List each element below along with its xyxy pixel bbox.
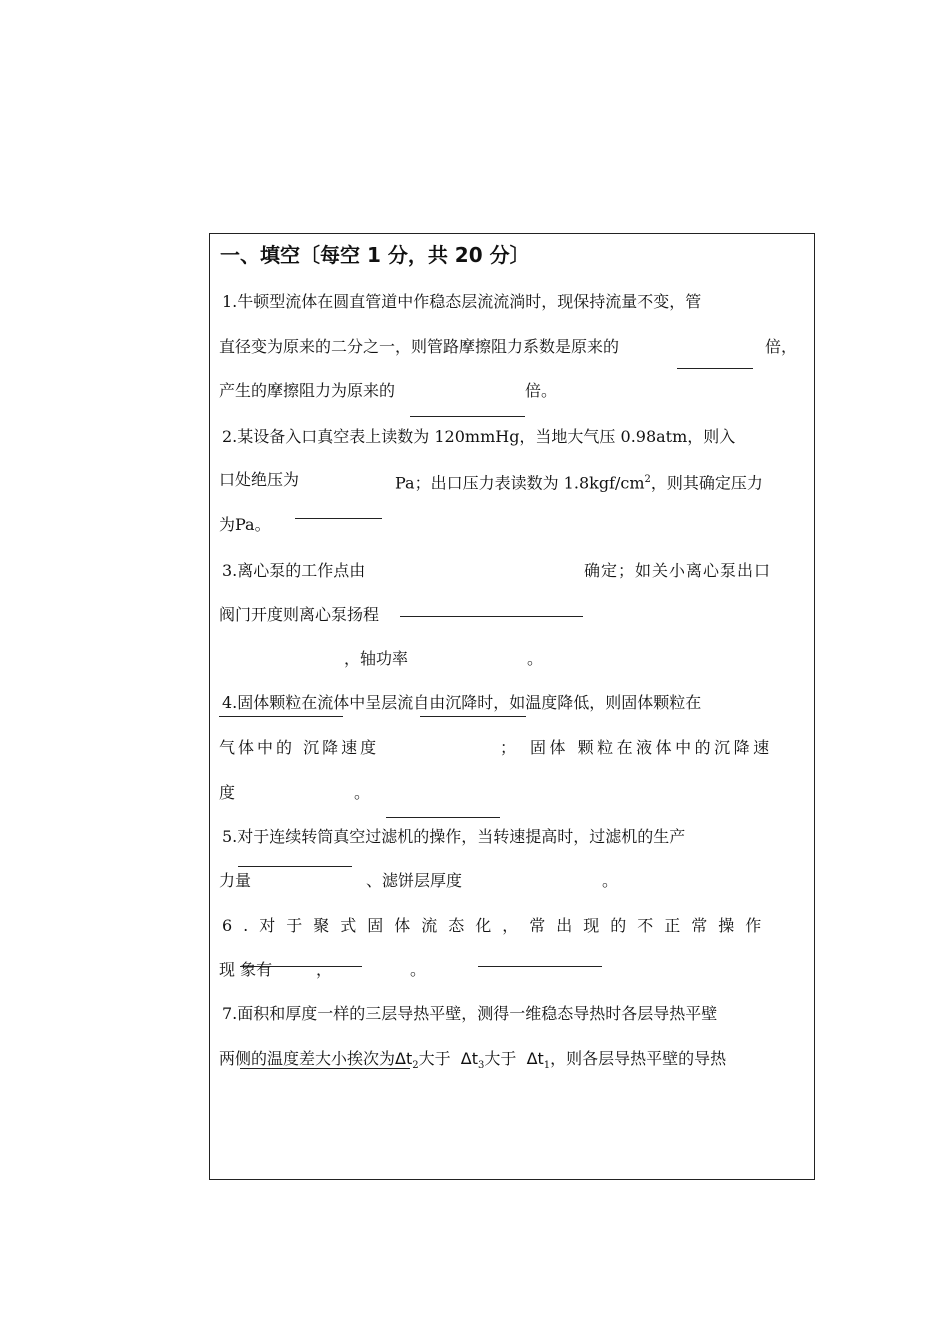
q3-line2: 阀门开度则离心泵扬程 bbox=[219, 605, 380, 624]
q4-line2-c: 固体 颗粒在液体中的沉降速 bbox=[530, 738, 773, 757]
q6-blank-1 bbox=[240, 966, 362, 967]
q7-line1: 7.面积和厚度一样的三层导热平壁，测得一维稳态导热时各层导热平壁 bbox=[222, 1004, 718, 1023]
q1-line2-b: 倍， bbox=[765, 337, 798, 356]
section-title: 一、填空〔每空 1 分，共 20 分〕 bbox=[220, 243, 530, 267]
q2-line3: 为Pa。 bbox=[219, 515, 271, 534]
q4-underline-1 bbox=[219, 716, 343, 717]
q1-line3-a: 产生的摩擦阻力为原来的 bbox=[219, 381, 396, 400]
q4-line2-b: ； bbox=[500, 738, 517, 757]
q3-line1-a: 3.离心泵的工作点由 bbox=[222, 561, 366, 580]
q1-line3-b: 倍。 bbox=[525, 381, 558, 400]
q1-blank-2 bbox=[410, 416, 525, 417]
q3-line3-a: ，轴功率 bbox=[344, 649, 409, 668]
q4-line3-a: 度 bbox=[219, 783, 236, 802]
q5-line2-b: 、滤饼层厚度 bbox=[366, 871, 463, 890]
q6-line1: 6.对于聚式固体流态化，常出现的不正常操作 bbox=[222, 916, 773, 935]
q2-line2-a: 口处绝压为 bbox=[219, 470, 300, 489]
q1-line2-a: 直径变为原来的二分之一，则管路摩擦阻力系数是原来的 bbox=[219, 337, 620, 356]
q3-line3-b: 。 bbox=[527, 649, 544, 668]
q4-line1: 4.固体颗粒在流体中呈层流自由沉降时，如温度降低，则固体颗粒在 bbox=[222, 693, 702, 712]
q5-line2-c: 。 bbox=[602, 871, 619, 890]
q2-blank-1 bbox=[295, 518, 382, 519]
q6-blank-2 bbox=[478, 966, 602, 967]
q4-blank-1 bbox=[386, 817, 500, 818]
q1-blank-1 bbox=[677, 368, 753, 369]
q3-line1-b: 确定；如关小离心泵出口 bbox=[584, 561, 772, 580]
q7-line2: 两侧的温度差大小挨次为$\Delta t_2$大于 $\Delta t_3$大于 $\Delta t_1$，则各层导热平壁的导热 bbox=[219, 1049, 727, 1072]
q2-line2-b: Pa；出口压力表读数为 $1.8kgf/cm^2$，则其确定压力 bbox=[395, 473, 763, 493]
q3-blank-1 bbox=[400, 616, 583, 617]
q4-line2-a: 气体中的 沉降速度 bbox=[219, 738, 380, 757]
q4-line3-b: 。 bbox=[354, 783, 371, 802]
q6-line2-c: 。 bbox=[410, 960, 427, 979]
q4-underline-2 bbox=[420, 716, 526, 717]
q6-line2-a: 现 象有 bbox=[219, 960, 273, 979]
q5-line2-a: 力量 bbox=[219, 871, 252, 890]
q6-line2-b: ， bbox=[316, 960, 333, 979]
q5-blank-1 bbox=[238, 866, 352, 867]
q1-line1: 1.牛顿型流体在圆直管道中作稳态层流流淌时，现保持流量不变，管 bbox=[222, 292, 702, 311]
q5-line1: 5.对于连续转筒真空过滤机的操作，当转速提高时，过滤机的生产 bbox=[222, 827, 686, 846]
q7-underline bbox=[240, 1068, 410, 1069]
q2-line1: 2.某设备入口真空表上读数为 120mmHg，当地大气压 0.98atm，则入 bbox=[222, 427, 736, 446]
